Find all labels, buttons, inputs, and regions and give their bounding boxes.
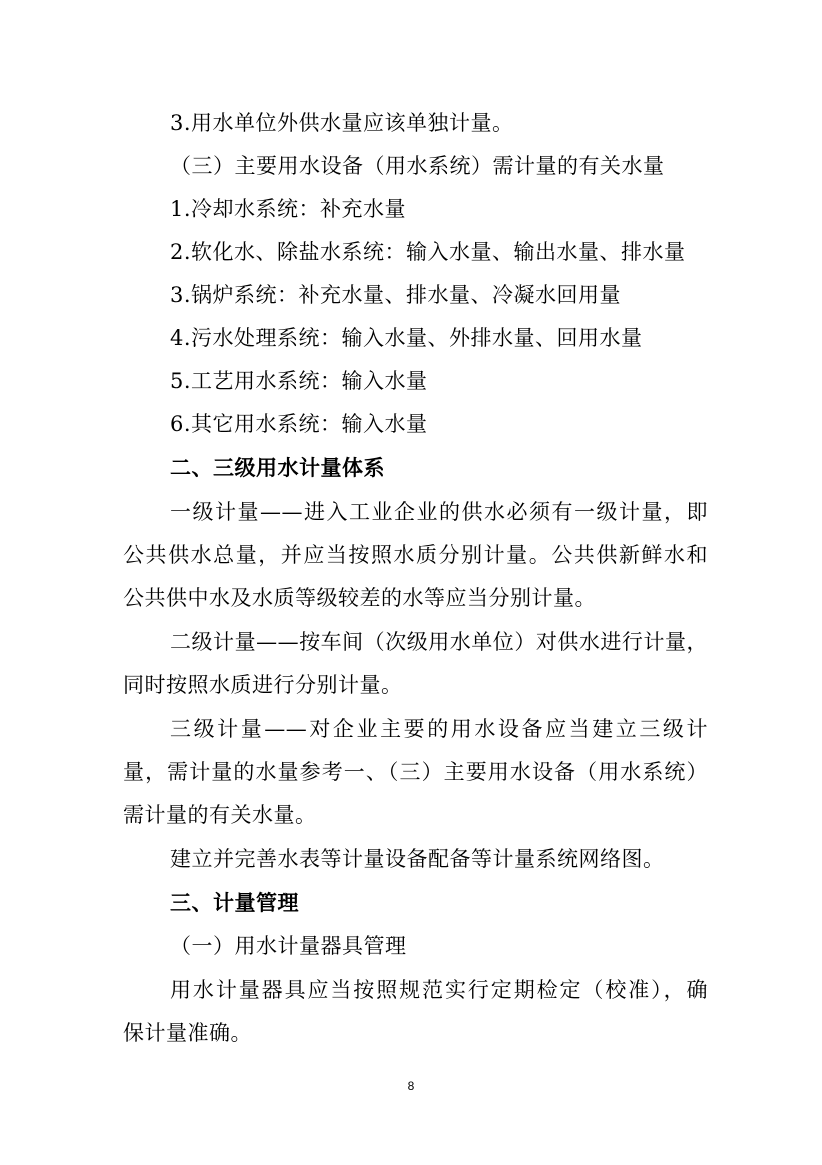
- paragraph-level-one-line-1: 一级计量——进入工业企业的供水必须有一级计量，即: [170, 500, 708, 524]
- paragraph-calibration-line-1: 用水计量器具应当按照规范实行定期检定（校准），确: [170, 978, 708, 1002]
- paragraph-level-two-line-2: 同时按照水质进行分别计量。: [123, 673, 403, 697]
- item-external-supply: 3.用水单位外供水量应该单独计量。: [170, 111, 514, 135]
- section-heading-management: 三、计量管理: [170, 891, 299, 915]
- section-heading-three-level: 二、三级用水计量体系: [170, 456, 385, 480]
- paragraph-calibration-line-2: 保计量准确。: [123, 1021, 252, 1045]
- paragraph-level-three-line-1: 三级计量——对企业主要的用水设备应当建立三级计: [170, 717, 708, 741]
- paragraph-level-three-line-2: 量，需计量的水量参考一、（三）主要用水设备（用水系统）: [123, 760, 708, 784]
- list-item-wastewater: 4.污水处理系统：输入水量、外排水量、回用水量: [170, 326, 643, 350]
- list-item-softening: 2.软化水、除盐水系统：输入水量、输出水量、排水量: [170, 240, 686, 264]
- paragraph-level-three-line-3: 需计量的有关水量。: [123, 803, 317, 827]
- list-item-boiler: 3.锅炉系统：补充水量、排水量、冷凝水回用量: [170, 283, 622, 307]
- list-item-process: 5.工艺用水系统：输入水量: [170, 369, 428, 393]
- paragraph-level-two-line-1: 二级计量——按车间（次级用水单位）对供水进行计量，: [170, 630, 708, 654]
- list-item-cooling: 1.冷却水系统：补充水量: [170, 197, 407, 221]
- subsection-heading-equipment: （三）主要用水设备（用水系统）需计量的有关水量: [170, 154, 665, 178]
- paragraph-level-one-line-3: 公共供中水及水质等级较差的水等应当分别计量。: [123, 586, 596, 610]
- list-item-other: 6.其它用水系统：输入水量: [170, 412, 428, 436]
- page-number: 8: [407, 1079, 415, 1093]
- subsection-heading-instruments: （一）用水计量器具管理: [170, 934, 407, 958]
- paragraph-level-one-line-2: 公共供水总量，并应当按照水质分别计量。公共供新鲜水和: [123, 543, 708, 567]
- paragraph-network-diagram: 建立并完善水表等计量设备配备等计量系统网络图。: [170, 847, 665, 871]
